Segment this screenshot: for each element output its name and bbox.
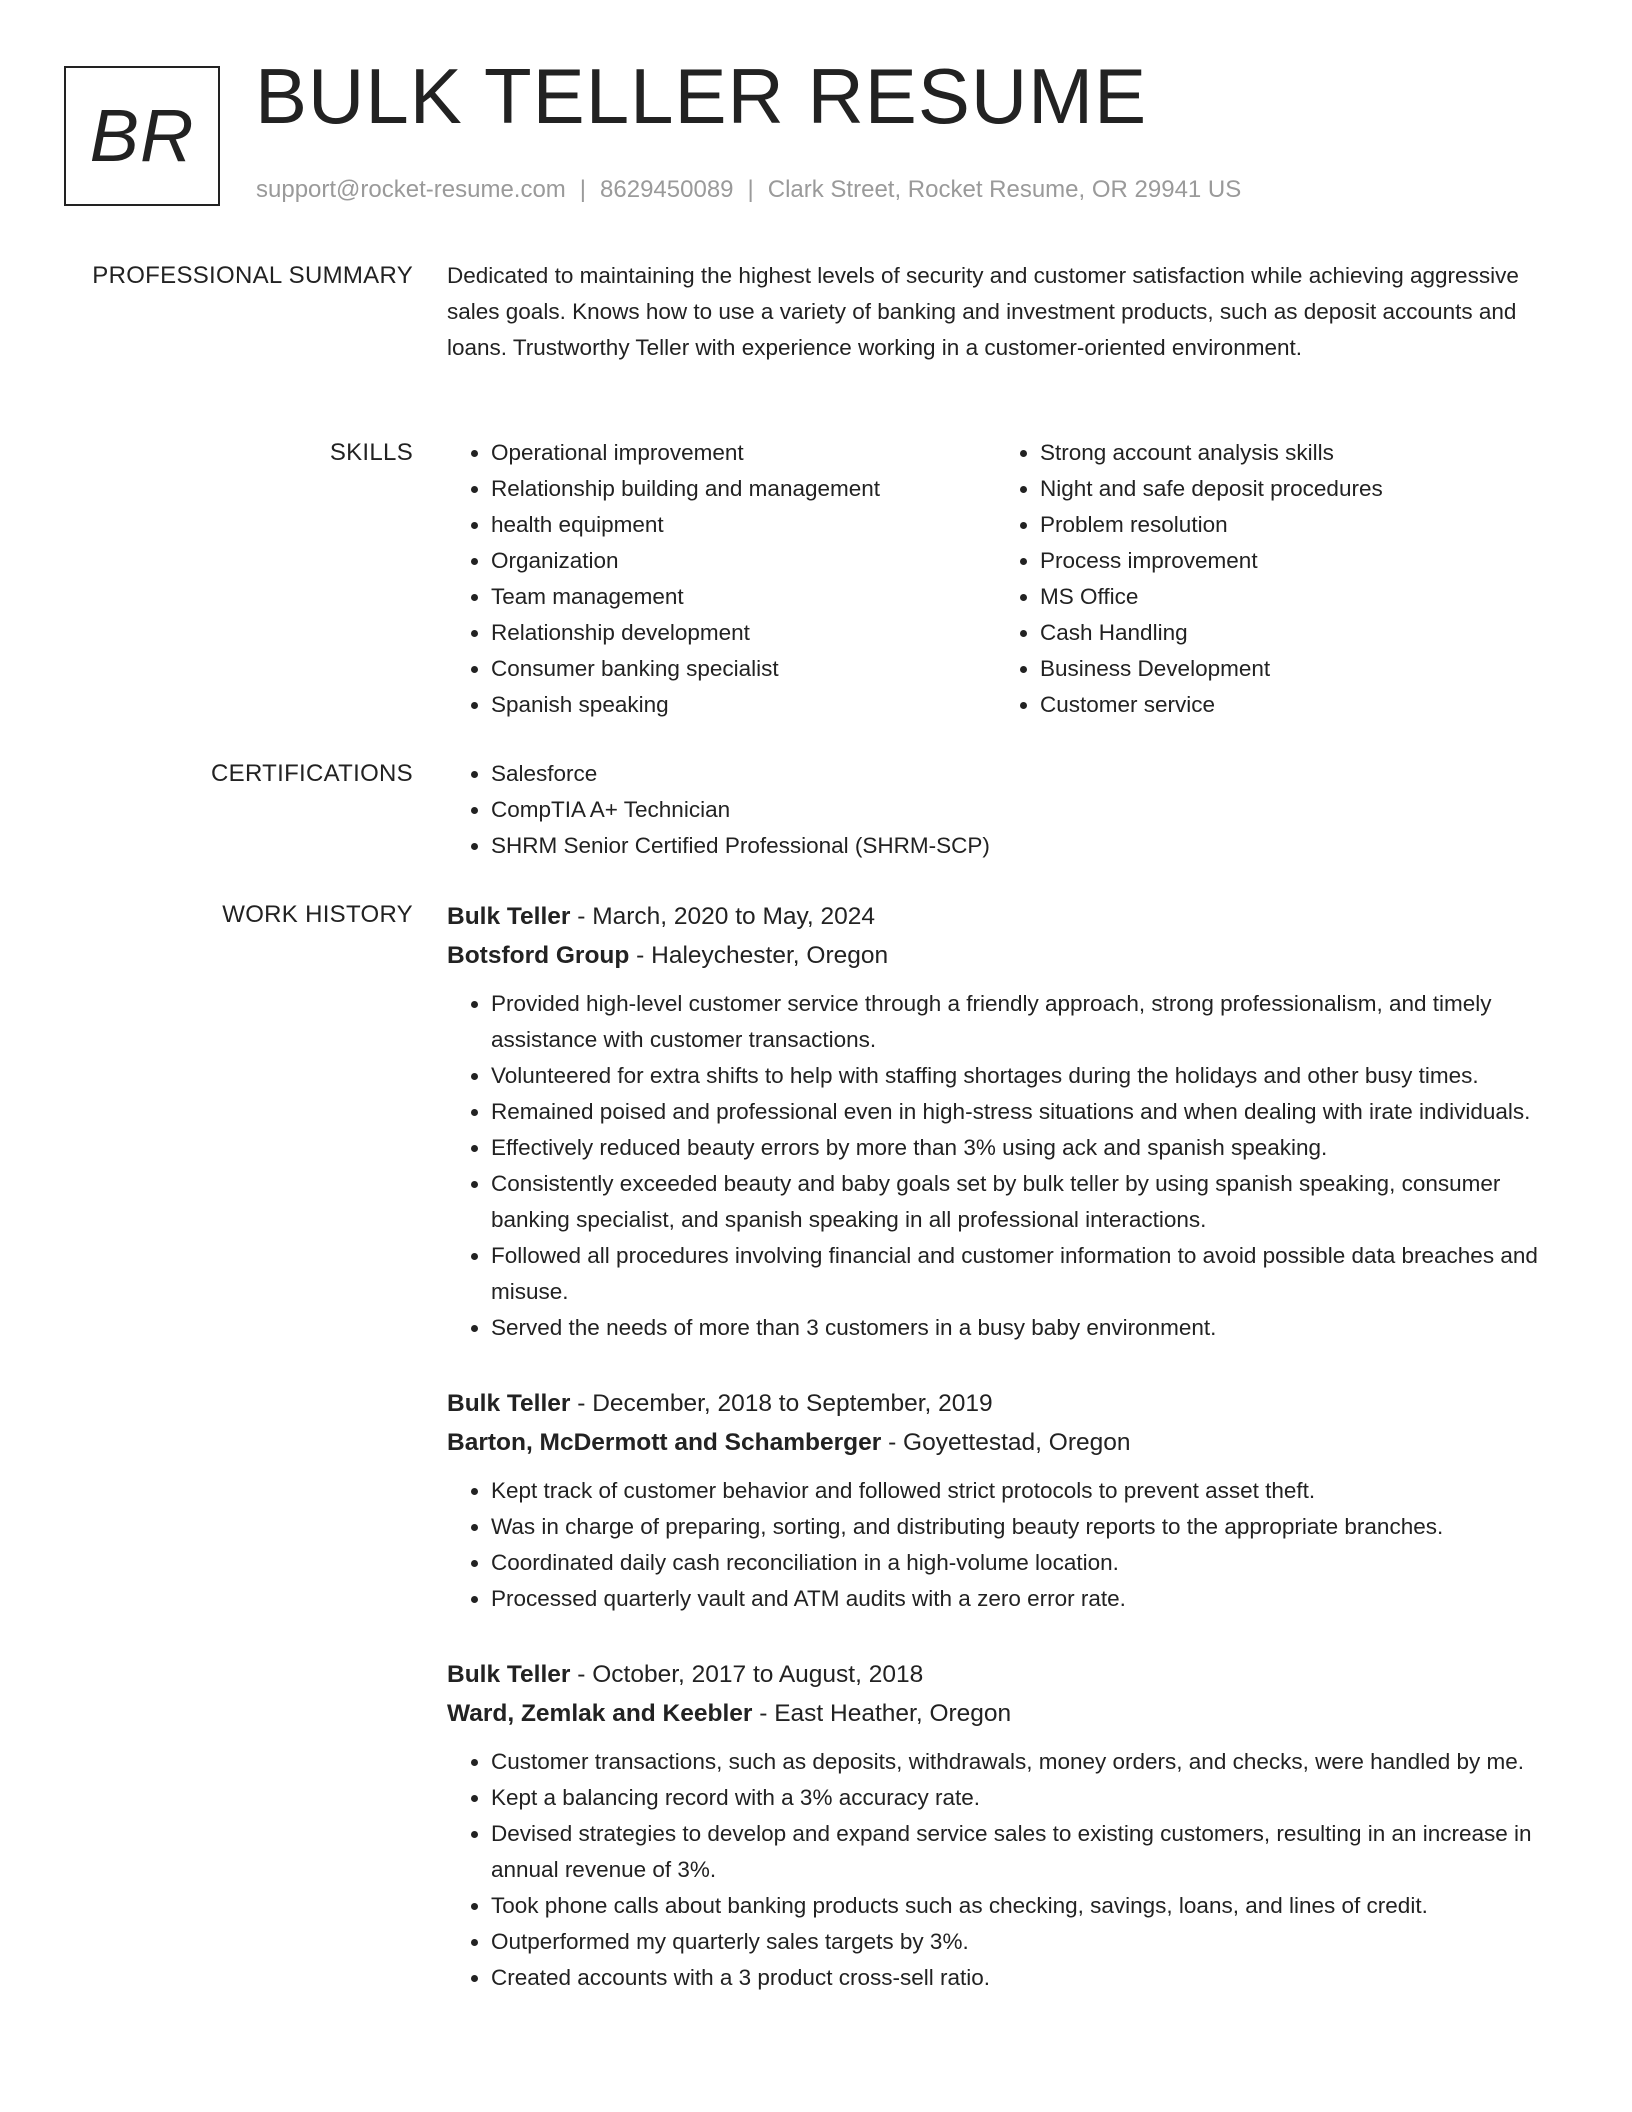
list-item: • Customer transactions, such as deposits, withdrawals, money orders, and checks, were handled by me. <box>491 1744 1557 1780</box>
list-item: • Team management <box>491 579 996 615</box>
list-item: • Effectively reduced beauty errors by more than 3% using ack and spanish speaking. <box>491 1130 1557 1166</box>
skills-list-right <box>996 435 1545 723</box>
job-title: Bulk Teller <box>447 903 571 930</box>
list-item: • Coordinated daily cash reconciliation in a high-volume location. <box>491 1545 1557 1581</box>
list-item: • Process improvement <box>1040 543 1545 579</box>
job-entry <box>447 1655 1557 1996</box>
job-entry <box>447 897 1557 1346</box>
list-item: • Spanish speaking <box>491 687 996 723</box>
monogram-box <box>64 66 220 206</box>
job-company-line <box>447 1694 1557 1733</box>
job-title: Bulk Teller <box>447 1390 571 1417</box>
work-history-heading: WORK HISTORY <box>222 901 413 928</box>
contact-phone: 8629450089 <box>600 176 734 203</box>
list-item: • Night and safe deposit procedures <box>1040 471 1545 507</box>
certifications-heading: CERTIFICATIONS <box>211 760 413 787</box>
list-item: • Provided high-level customer service through a friendly approach, strong professionalism, and timely assistance with customer transactions. <box>491 986 1557 1058</box>
contact-address: Clark Street, Rocket Resume, OR 29941 US <box>767 176 1242 203</box>
list-item: • Volunteered for extra shifts to help with staffing shortages during the holidays and other busy times. <box>491 1058 1557 1094</box>
list-item: • Processed quarterly vault and ATM audits with a zero error rate. <box>491 1581 1557 1617</box>
list-item: • CompTIA A+ Technician <box>491 792 1557 828</box>
list-item: • Kept track of customer behavior and followed strict protocols to prevent asset theft. <box>491 1473 1557 1509</box>
list-item: • Consumer banking specialist <box>491 651 996 687</box>
job-company: Ward, Zemlak and Keebler <box>447 1700 753 1727</box>
job-location: - East Heather, Oregon <box>752 1700 1012 1727</box>
list-item: • Problem resolution <box>1040 507 1545 543</box>
resume-title: BULK TELLER RESUME <box>255 52 1148 140</box>
list-item: • Salesforce <box>491 756 1557 792</box>
job-company: Barton, McDermott and Schamberger <box>447 1429 882 1456</box>
list-item: • SHRM Senior Certified Professional (SHRM-SCP) <box>491 828 1557 864</box>
contact-separator: | <box>579 176 587 203</box>
job-location: - Goyettestad, Oregon <box>881 1429 1131 1456</box>
list-item: • Was in charge of preparing, sorting, and distributing beauty reports to the appropriate branches. <box>491 1509 1557 1545</box>
job-title-line <box>447 1384 1557 1423</box>
job-location: - Haleychester, Oregon <box>629 942 889 969</box>
list-item: • Relationship building and management <box>491 471 996 507</box>
job-dates: - March, 2020 to May, 2024 <box>570 903 876 930</box>
list-item: • Took phone calls about banking products such as checking, savings, loans, and lines of credit. <box>491 1888 1557 1924</box>
skills-body <box>447 435 1557 723</box>
list-item: • Business Development <box>1040 651 1545 687</box>
job-bullets <box>447 986 1557 1346</box>
certifications-body <box>447 756 1557 864</box>
skills-grid <box>447 435 1557 723</box>
job-company-line <box>447 1423 1557 1462</box>
list-item: • Relationship development <box>491 615 996 651</box>
skills-heading: SKILLS <box>329 439 413 466</box>
summary-text: Dedicated to maintaining the highest levels of security and customer satisfaction while achieving aggressive sales goals. Knows how to use a variety of banking and investment products, such as deposit accounts and loans. Trustworthy Teller with experience working in a customer-oriented environment. <box>447 263 1519 360</box>
summary-body <box>447 258 1557 366</box>
job-title-line <box>447 897 1557 936</box>
contact-line <box>256 174 1241 206</box>
list-item: • Created accounts with a 3 product cross-sell ratio. <box>491 1960 1557 1996</box>
job-entry <box>447 1384 1557 1617</box>
job-dates: - December, 2018 to September, 2019 <box>570 1390 993 1417</box>
list-item: • health equipment <box>491 507 996 543</box>
list-item: • Devised strategies to develop and expand service sales to existing customers, resulting in an increase in annual revenue of 3%. <box>491 1816 1557 1888</box>
job-company-line <box>447 936 1557 975</box>
work-history-body <box>447 897 1557 1996</box>
certifications-list <box>447 756 1557 864</box>
contact-email: support@rocket-resume.com <box>256 176 566 203</box>
list-item: • Remained poised and professional even in high-stress situations and when dealing with irate individuals. <box>491 1094 1557 1130</box>
job-bullets <box>447 1473 1557 1617</box>
job-company: Botsford Group <box>447 942 630 969</box>
job-bullets <box>447 1744 1557 1996</box>
list-item: • Outperformed my quarterly sales targets by 3%. <box>491 1924 1557 1960</box>
job-title: Bulk Teller <box>447 1661 571 1688</box>
list-item: • Consistently exceeded beauty and baby goals set by bulk teller by using spanish speaking, consumer banking specialist, and spanish speaking in all professional interactions. <box>491 1166 1557 1238</box>
list-item: • Followed all procedures involving financial and customer information to avoid possible data breaches and misuse. <box>491 1238 1557 1310</box>
list-item: • Served the needs of more than 3 customers in a busy baby environment. <box>491 1310 1557 1346</box>
job-dates: - October, 2017 to August, 2018 <box>570 1661 924 1688</box>
list-item: • Strong account analysis skills <box>1040 435 1545 471</box>
contact-separator: | <box>747 176 754 203</box>
job-title-line <box>447 1655 1557 1694</box>
list-item: • Customer service <box>1040 687 1545 723</box>
list-item: • Kept a balancing record with a 3% accuracy rate. <box>491 1780 1557 1816</box>
monogram-initials: BR <box>89 94 195 177</box>
summary-heading: PROFESSIONAL SUMMARY <box>92 262 413 289</box>
list-item: • Cash Handling <box>1040 615 1545 651</box>
list-item: • Operational improvement <box>491 435 996 471</box>
list-item: • Organization <box>491 543 996 579</box>
list-item: • MS Office <box>1040 579 1545 615</box>
skills-list-left <box>447 435 996 723</box>
